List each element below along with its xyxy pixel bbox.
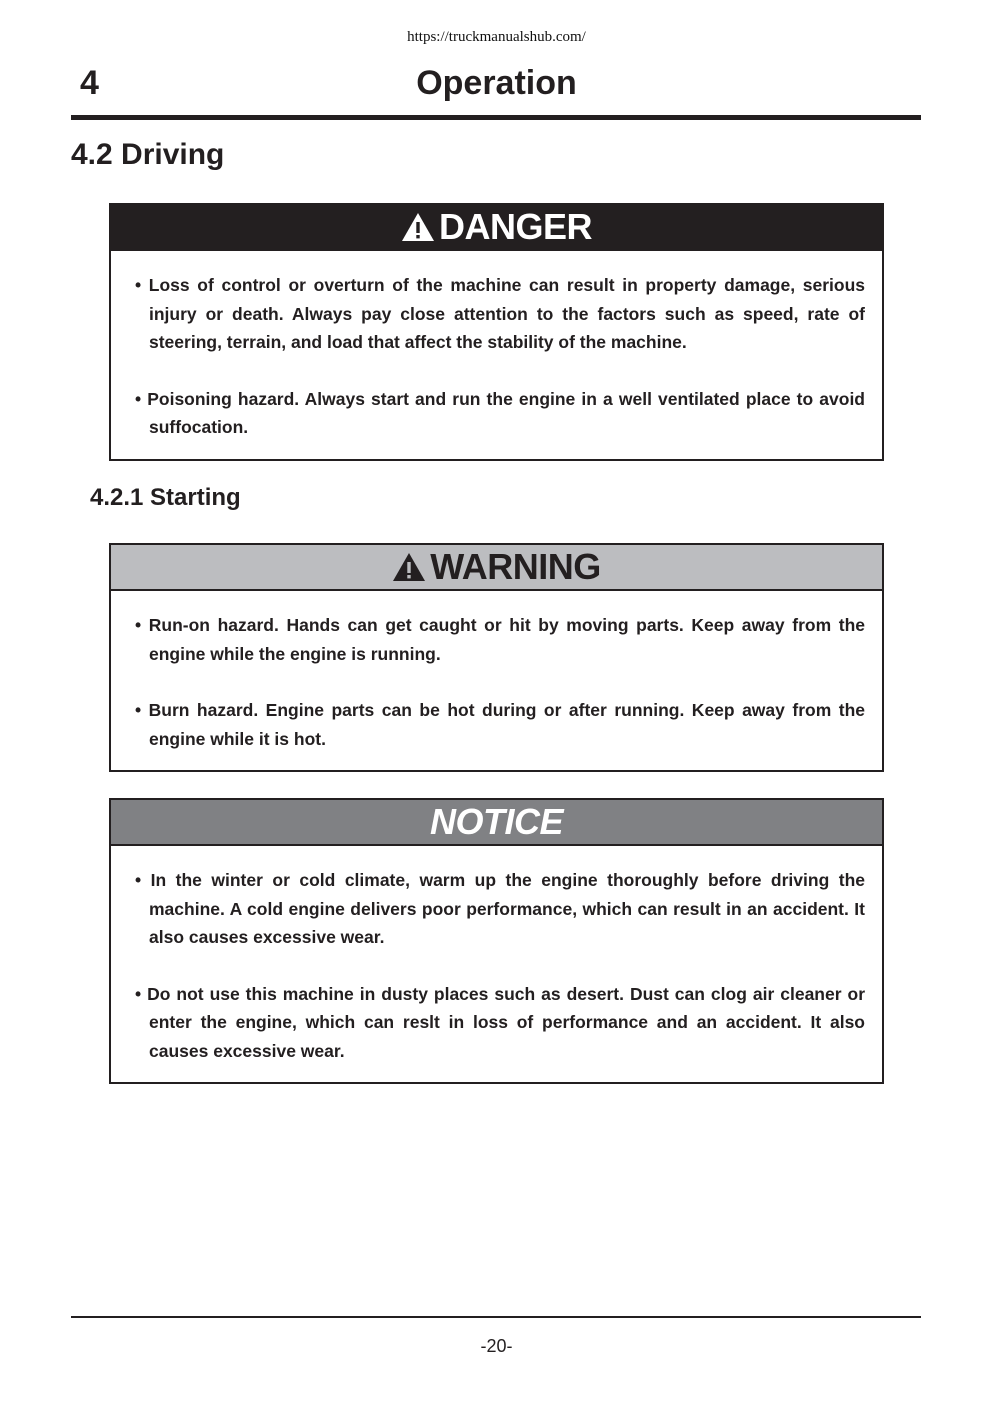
footer-rule xyxy=(71,1316,921,1318)
notice-header xyxy=(111,800,882,846)
warning-box xyxy=(109,543,884,772)
danger-label: DANGER xyxy=(438,206,592,247)
warning-triangle-icon xyxy=(392,552,426,582)
notice-label: NOTICE xyxy=(429,801,563,842)
danger-body xyxy=(111,251,882,459)
danger-item: • Loss of control or overturn of the machine can result in property damage, serious injury or death. Always pay close attention to the factors such as speed, rate of steering, terrain, and load that affect the stability of the machine. xyxy=(135,275,865,352)
warning-triangle-icon xyxy=(401,212,435,242)
warning-header xyxy=(111,545,882,591)
warning-label: WARNING xyxy=(430,546,601,587)
warning-item: • Burn hazard. Engine parts can be hot during or after running. Keep away from the engine while it is hot. xyxy=(135,700,865,749)
notice-item: • In the winter or cold climate, warm up the engine thoroughly before driving the machine. A cold engine delivers poor performance, which can result in an accident. It also causes excessive wear. xyxy=(135,870,865,947)
page-number: -20- xyxy=(480,1336,513,1356)
header-rule xyxy=(71,115,921,120)
section-title: 4.2 Driving xyxy=(71,138,225,171)
danger-item: • Poisoning hazard. Always start and run the engine in a well ventilated place to avoid suffocation. xyxy=(135,388,865,437)
notice-item: • Do not use this machine in dusty places such as desert. Dust can clog air cleaner or enter the engine, which can reslt in loss of performance and an accident. It also causes excessive wear. xyxy=(135,983,865,1061)
notice-box xyxy=(109,798,884,1084)
source-url: https://truckmanualshub.com/ xyxy=(407,29,586,45)
subsection-title: 4.2.1 Starting xyxy=(90,484,241,511)
warning-item: • Run-on hazard. Hands can get caught or hit by moving parts. Keep away from the engine while the engine is running. xyxy=(135,615,865,664)
notice-body xyxy=(111,846,882,1082)
chapter-number: 4 xyxy=(80,64,99,102)
chapter-title: Operation xyxy=(416,64,577,102)
danger-header xyxy=(111,205,882,251)
danger-box xyxy=(109,203,884,461)
warning-body xyxy=(111,591,882,770)
